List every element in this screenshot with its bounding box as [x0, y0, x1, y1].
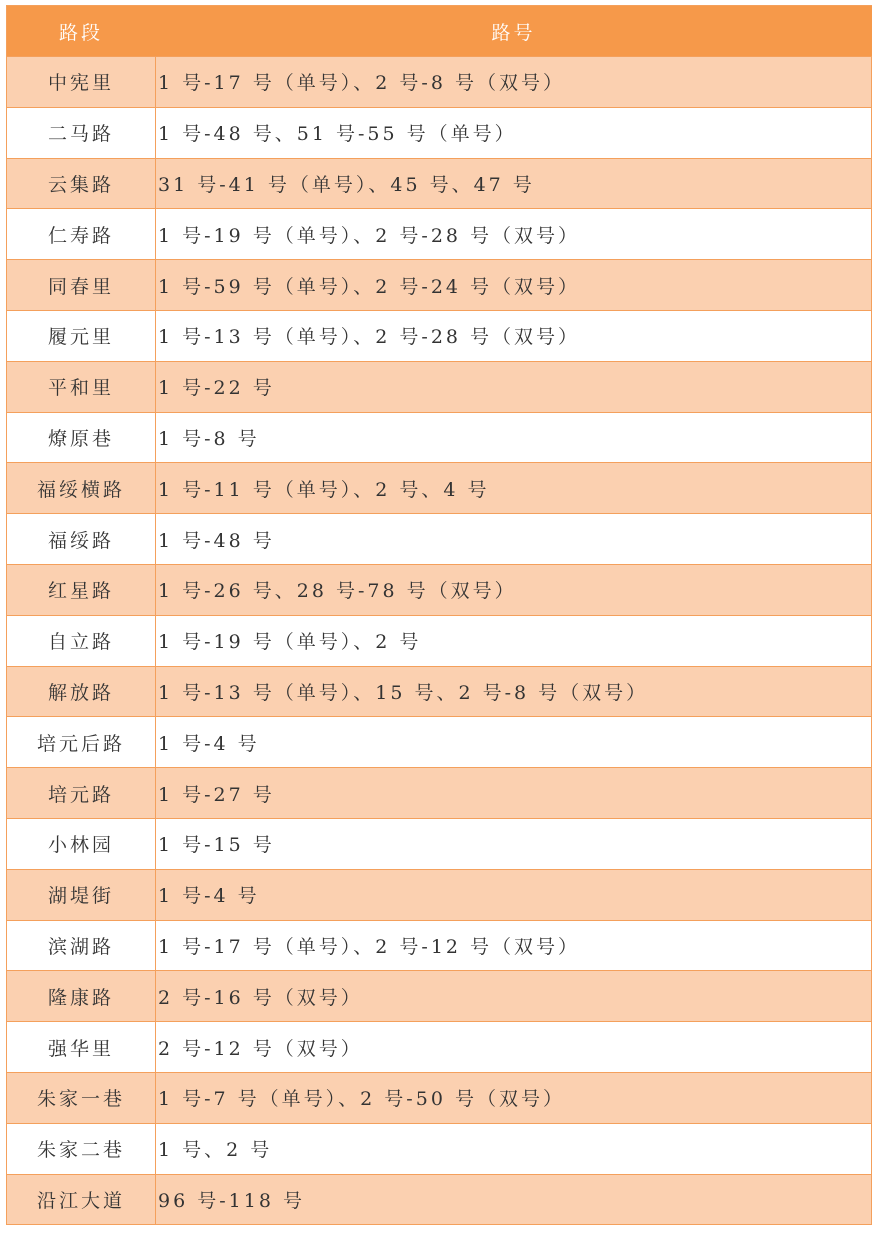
road-number-cell: 31 号-41 号（单号）、45 号、47 号 — [156, 159, 872, 209]
road-number-cell: 1 号、2 号 — [156, 1124, 872, 1174]
table-row — [7, 717, 872, 768]
road-segment-cell: 沿江大道 — [7, 1175, 156, 1225]
road-number-cell: 1 号-15 号 — [156, 819, 872, 869]
table-row — [7, 362, 872, 413]
table-row — [7, 768, 872, 819]
road-number-cell: 1 号-8 号 — [156, 413, 872, 463]
table-row — [7, 1175, 872, 1226]
road-number-cell: 1 号-13 号（单号）、2 号-28 号（双号） — [156, 311, 872, 361]
road-number-cell: 1 号-48 号 — [156, 514, 872, 564]
road-segment-cell: 培元后路 — [7, 717, 156, 767]
table-row — [7, 870, 872, 921]
road-number-cell: 1 号-17 号（单号）、2 号-12 号（双号） — [156, 921, 872, 971]
table-row — [7, 463, 872, 514]
road-number-cell: 1 号-27 号 — [156, 768, 872, 818]
road-segment-cell: 中宪里 — [7, 57, 156, 107]
table-header — [7, 6, 872, 57]
table-row — [7, 57, 872, 108]
table-row — [7, 565, 872, 616]
road-segment-cell: 仁寿路 — [7, 209, 156, 259]
table-row — [7, 260, 872, 311]
road-segment-cell: 红星路 — [7, 565, 156, 615]
road-segment-cell: 同春里 — [7, 260, 156, 310]
table-row — [7, 1073, 872, 1124]
road-number-cell: 1 号-11 号（单号）、2 号、4 号 — [156, 463, 872, 513]
table-body — [7, 57, 872, 1225]
header-number: 路号 — [156, 6, 872, 56]
road-number-cell: 1 号-59 号（单号）、2 号-24 号（双号） — [156, 260, 872, 310]
road-number-cell: 2 号-12 号（双号） — [156, 1022, 872, 1072]
road-segment-cell: 滨湖路 — [7, 921, 156, 971]
table-row — [7, 616, 872, 667]
table-row — [7, 667, 872, 718]
table-row — [7, 209, 872, 260]
road-segment-cell: 小林园 — [7, 819, 156, 869]
road-segment-cell: 朱家一巷 — [7, 1073, 156, 1123]
road-segment-cell: 云集路 — [7, 159, 156, 209]
road-number-cell: 1 号-48 号、51 号-55 号（单号） — [156, 108, 872, 158]
road-number-cell: 1 号-13 号（单号）、15 号、2 号-8 号（双号） — [156, 667, 872, 717]
road-segment-cell: 隆康路 — [7, 971, 156, 1021]
table-row — [7, 1124, 872, 1175]
road-segment-cell: 福绥路 — [7, 514, 156, 564]
table-row — [7, 921, 872, 972]
road-segment-cell: 燎原巷 — [7, 413, 156, 463]
table-row — [7, 413, 872, 464]
road-number-cell: 1 号-22 号 — [156, 362, 872, 412]
road-number-cell: 1 号-7 号（单号）、2 号-50 号（双号） — [156, 1073, 872, 1123]
road-segment-cell: 培元路 — [7, 768, 156, 818]
table-row — [7, 159, 872, 210]
road-number-cell: 2 号-16 号（双号） — [156, 971, 872, 1021]
road-segment-cell: 解放路 — [7, 667, 156, 717]
road-segment-cell: 自立路 — [7, 616, 156, 666]
table-row — [7, 971, 872, 1022]
road-number-cell: 1 号-4 号 — [156, 717, 872, 767]
road-segment-cell: 平和里 — [7, 362, 156, 412]
road-number-cell: 96 号-118 号 — [156, 1175, 872, 1225]
table-row — [7, 311, 872, 362]
road-segment-cell: 二马路 — [7, 108, 156, 158]
road-segment-cell: 朱家二巷 — [7, 1124, 156, 1174]
header-segment: 路段 — [7, 6, 156, 56]
road-segment-cell: 湖堤街 — [7, 870, 156, 920]
table-row — [7, 108, 872, 159]
table-row — [7, 1022, 872, 1073]
road-segment-cell: 强华里 — [7, 1022, 156, 1072]
road-number-cell: 1 号-26 号、28 号-78 号（双号） — [156, 565, 872, 615]
table-row — [7, 514, 872, 565]
road-segment-cell: 履元里 — [7, 311, 156, 361]
road-segment-cell: 福绥横路 — [7, 463, 156, 513]
road-number-cell: 1 号-19 号（单号）、2 号 — [156, 616, 872, 666]
road-number-table — [6, 5, 872, 1225]
road-number-cell: 1 号-4 号 — [156, 870, 872, 920]
road-number-cell: 1 号-17 号（单号）、2 号-8 号（双号） — [156, 57, 872, 107]
table-row — [7, 819, 872, 870]
road-number-cell: 1 号-19 号（单号）、2 号-28 号（双号） — [156, 209, 872, 259]
